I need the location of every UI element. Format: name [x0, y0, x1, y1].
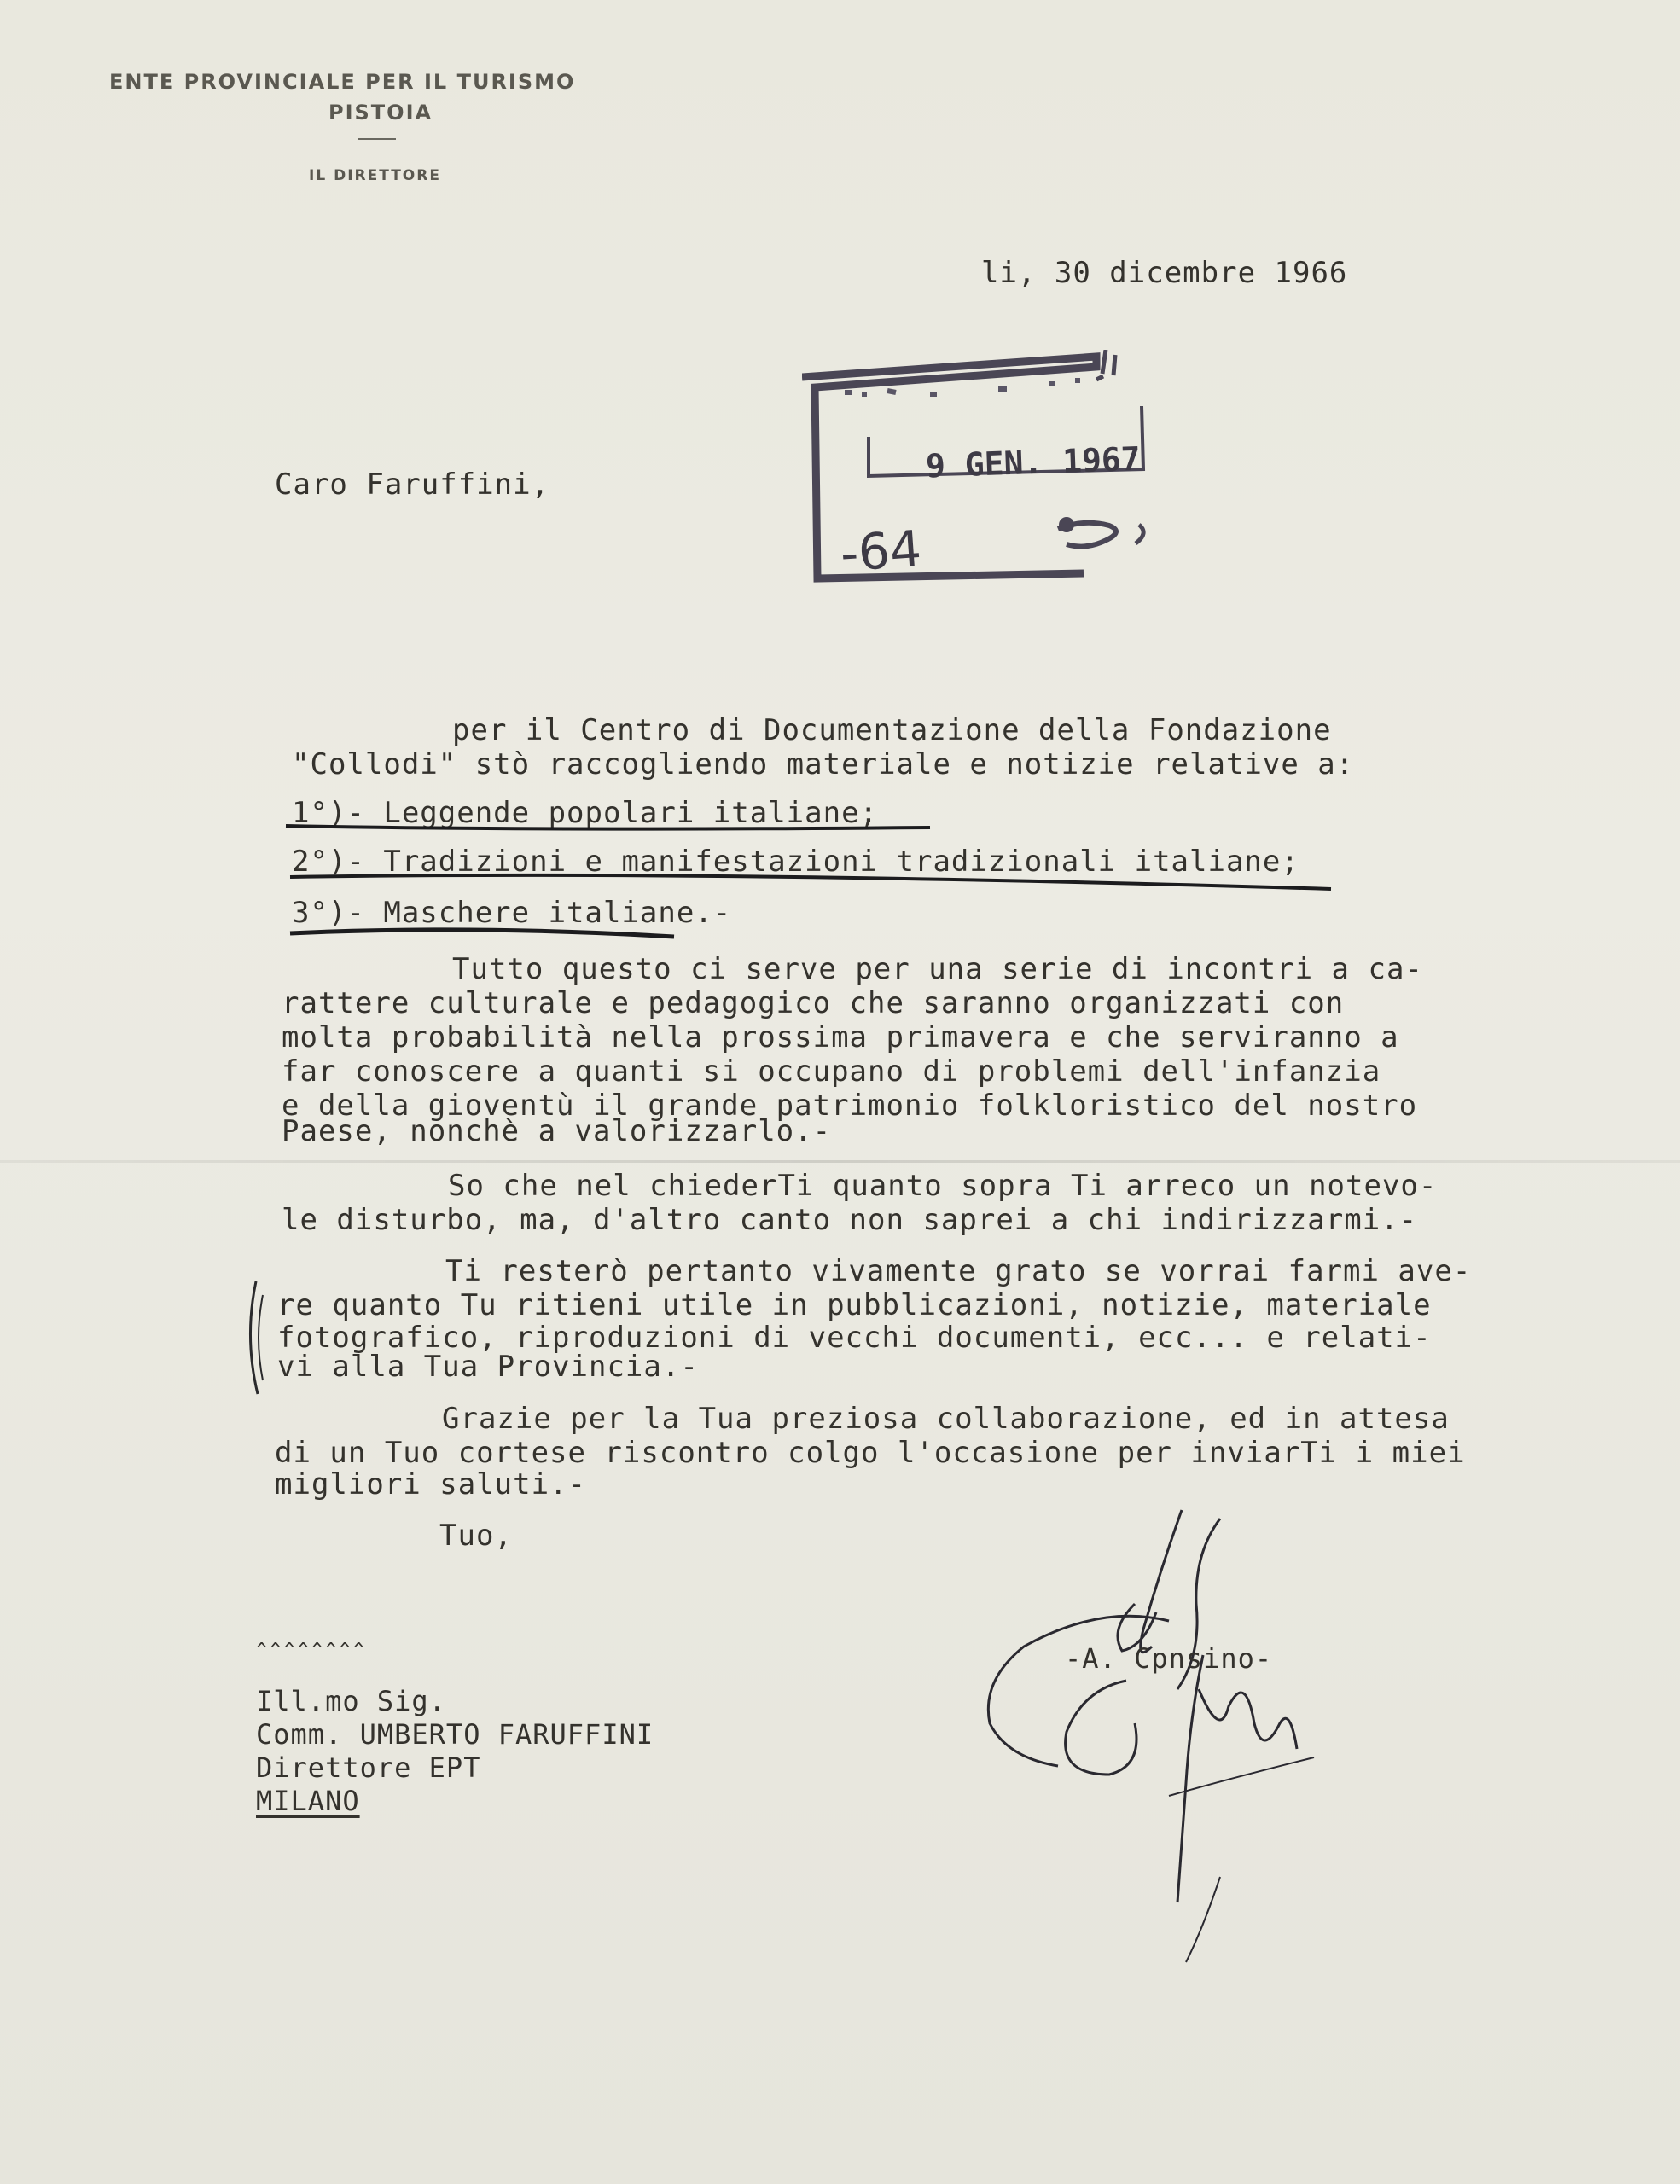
letterhead-city: PISTOIA [328, 101, 433, 125]
paragraph-4-line-2: di un Tuo cortese riscontro colgo l'occasione per inviarTi i miei [275, 1436, 1466, 1470]
address-line-1: Ill.mo Sig. [256, 1685, 446, 1717]
list-item-2: 2°)- Tradizioni e manifestazioni tradizionali italiane; [292, 845, 1299, 879]
letter-date: li, 30 dicembre 1966 [981, 256, 1348, 290]
salutation: Caro Faruffini, [275, 468, 550, 502]
paragraph-1-line-3: molta probabilità nella prossima primavera e che serviranno a [282, 1020, 1399, 1054]
paragraph-1-line-1: Tutto questo ci serve per una serie di incontri a ca- [452, 952, 1423, 986]
letterhead-role: IL DIRETTORE [309, 167, 441, 184]
stamp-number: -64 [838, 519, 923, 584]
paragraph-2-line-1: So che nel chiederTi quanto sopra Ti arreco un notevo- [448, 1169, 1438, 1203]
letterhead-rule [358, 138, 396, 140]
paragraph-2-line-2: le disturbo, ma, d'altro canto non saprei a chi indirizzarmi.- [282, 1203, 1418, 1237]
intro-line-1: per il Centro di Documentazione della Fondazione [452, 713, 1332, 747]
list-item-3: 3°)- Maschere italiane.- [292, 896, 732, 930]
address-line-3: Direttore EPT [256, 1751, 481, 1784]
address-line-2: Comm. UMBERTO FARUFFINI [256, 1718, 654, 1751]
paragraph-4-line-1: Grazie per la Tua preziosa collaborazione, ed in attesa [442, 1402, 1450, 1436]
paragraph-3-line-1: Ti resterò pertanto vivamente grato se vorrai farmi ave- [445, 1254, 1472, 1288]
list-item-1: 1°)- Leggende popolari italiane; [292, 796, 879, 830]
paragraph-3-line-3: fotografico, riproduzioni di vecchi documenti, ecc... e relati- [277, 1321, 1432, 1355]
handwritten-underlines [282, 819, 1425, 947]
paragraph-1-line-2: rattere culturale e pedagogico che saranno organizzati con [282, 986, 1345, 1020]
paragraph-1-line-5: e della gioventù il grande patrimonio folkloristico del nostro [282, 1089, 1418, 1123]
margin-bracket [241, 1278, 266, 1397]
separator-marks: ^^^^^^^^ [256, 1640, 367, 1661]
paper-fold [0, 1160, 1680, 1163]
handwritten-signature [973, 1502, 1399, 1979]
stamp-date: 9 GEN. 1967 [925, 439, 1142, 485]
paragraph-3-line-2: re quanto Tu ritieni utile in pubblicazioni, notizie, materiale [277, 1288, 1432, 1322]
intro-line-2: "Collodi" stò raccogliendo materiale e notizie relative a: [292, 747, 1355, 781]
closing: Tuo, [439, 1519, 513, 1553]
paragraph-1-line-6: Paese, nonchè a valorizzarlo.- [282, 1114, 832, 1148]
paragraph-1-line-4: far conoscere a quanti si occupano di problemi dell'infanzia [282, 1054, 1381, 1089]
paragraph-3-line-4: vi alla Tua Provincia.- [277, 1350, 699, 1384]
signer-name: -A. Cpnsino- [1065, 1642, 1273, 1675]
address-line-4: MILANO [256, 1785, 360, 1817]
paragraph-4-line-3: migliori saluti.- [275, 1467, 586, 1502]
letterhead-organization: ENTE PROVINCIALE PER IL TURISMO [109, 70, 576, 94]
